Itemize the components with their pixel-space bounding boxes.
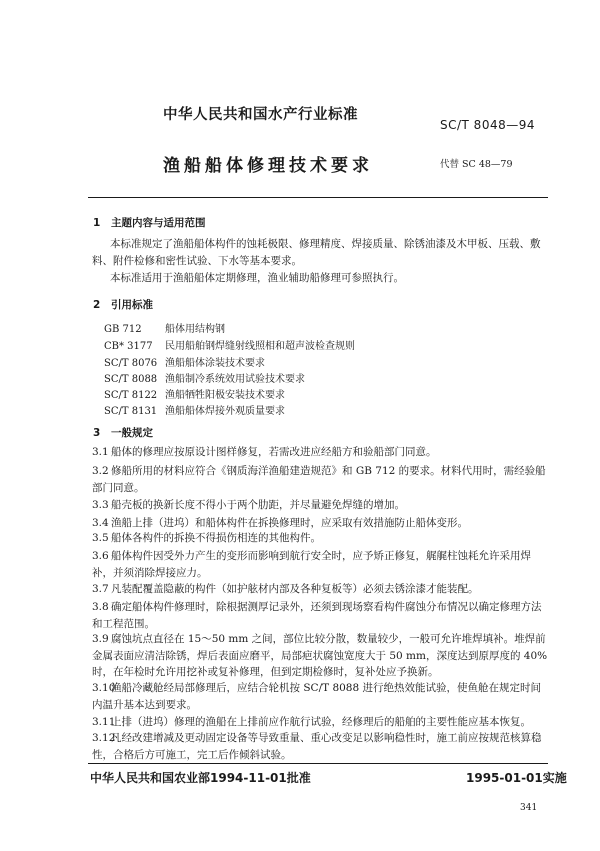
header-rule — [88, 197, 548, 198]
clause-number: 3.3 — [92, 499, 109, 511]
clause-number: 3.10 — [92, 682, 116, 694]
clause-number: 3.5 — [92, 532, 109, 544]
effective-statement: 1995-01-01实施 — [466, 771, 567, 785]
clause-text: 修船所用的材料应符合《钢质海洋渔船建造规范》和 GB 712 的要求。材料代用时，需经验船部门同意。 — [92, 465, 546, 494]
standard-code: SC/T 8048—94 — [440, 118, 535, 132]
reference-code: SC/T 8076 — [104, 358, 158, 369]
clause-number: 3.4 — [92, 517, 109, 529]
section-3-heading — [93, 425, 153, 440]
section-title: 主题内容与适用范围 — [111, 217, 206, 229]
reference-item — [104, 402, 285, 417]
clause — [92, 581, 550, 598]
clause-text: 船体的修理应按原设计图样修复，若需改进应经船方和验船部门同意。 — [111, 446, 437, 458]
standard-header: 中华人民共和国水产行业标准 — [163, 107, 358, 123]
clause — [92, 530, 550, 547]
clause — [92, 680, 550, 713]
reference-name: 渔船牺牲阳极安装技术要求 — [165, 390, 285, 401]
section-1-paragraph-1: 本标准规定了渔船船体构件的蚀耗极限、修理精度、焊接质量、除锈油漆及木甲板、压载、敷料、附件检修和密性试验、下水等基本要求。 — [92, 238, 541, 267]
section-number: 3 — [93, 427, 101, 439]
page-title: 渔船船体修理技术要求 — [163, 156, 373, 176]
section-number: 2 — [93, 299, 101, 311]
reference-item — [104, 386, 285, 401]
clause-number: 3.7 — [92, 583, 109, 595]
clause-text: 上排（进坞）修理的渔船在上排前应作航行试验，经修理后的船舶的主要性能应基本恢复。 — [111, 716, 531, 728]
clause-number: 3.11 — [92, 716, 116, 728]
clause-text: 船体各构件的拆换不得损伤相连的其他构件。 — [111, 532, 321, 544]
clause — [92, 463, 550, 496]
clause-number: 3.6 — [92, 550, 109, 562]
clause-text: 确定船体构件修理时，除根据测厚记录外，还须到现场察看构件腐蚀分布情况以确定修理方法和工程范围。 — [92, 601, 542, 630]
clause-number: 3.9 — [92, 633, 109, 645]
clause — [92, 714, 550, 731]
clause-text: 凡装配覆盖隐蔽的构件（如护舷材内部及各种复板等）必须去锈涂漆才能装配。 — [111, 583, 479, 595]
clause — [92, 444, 550, 461]
clause-text: 腐蚀坑点直径在 15～50 mm 之间，部位比较分散，数量较少，一般可允许堆焊填补。堆焊前金属表面应清洁除锈，焊后表面应磨平，局部疤状腐蚀宽度大于 50 mm，深度达到原厚度的 40%时，在年检时允许用挖补或复补修理，但到定期检修时，复补处应予换新。 — [92, 633, 548, 678]
clause — [92, 631, 550, 681]
reference-name: 渔船制冷系统效用试验技术要求 — [165, 374, 305, 385]
clause-number: 3.1 — [92, 446, 109, 458]
clause — [92, 599, 550, 632]
clause-text: 船体构件因受外力产生的变形而影响到航行安全时，应予矫正修复，艉艉柱蚀耗允许采用焊补，并须消除焊接应力。 — [92, 550, 531, 579]
reference-item — [104, 354, 265, 369]
clause-text: 凡经改建增减及更动固定设备等导致重量、重心改变足以影响稳性时，施工前应按规范核算稳性，合格后方可施工，完工后作倾斜试验。 — [92, 732, 542, 761]
reference-code: SC/T 8122 — [104, 390, 158, 401]
reference-item — [104, 337, 355, 352]
clause-text: 渔船上排（进坞）和船体构件在拆换修理时，应采取有效措施防止船体变形。 — [111, 517, 468, 529]
clause-text: 船壳板的换新长度不得小于两个肋距，并尽量避免焊缝的增加。 — [111, 499, 405, 511]
clause-number: 3.12 — [92, 732, 116, 744]
reference-item — [104, 370, 305, 385]
clause — [92, 548, 550, 581]
reference-name: 渔船船体焊接外观质量要求 — [165, 406, 285, 417]
footer-rule — [88, 763, 548, 764]
section-2-heading — [93, 297, 153, 312]
replaces-note: 代替 SC 48—79 — [440, 159, 513, 170]
clause-number: 3.2 — [92, 465, 109, 477]
reference-name: 渔船船体涂装技术要求 — [165, 358, 265, 369]
clause-number: 3.8 — [92, 601, 109, 613]
reference-item — [104, 320, 225, 335]
clause — [92, 730, 550, 763]
reference-code: GB 712 — [104, 324, 142, 335]
reference-name: 民用船舶钢焊缝射线照相和超声波检查规则 — [165, 341, 355, 352]
page-number: 341 — [520, 803, 538, 813]
reference-name: 船体用结构钢 — [165, 324, 225, 335]
clause — [92, 497, 550, 514]
section-1-heading — [93, 215, 206, 230]
section-title: 引用标准 — [111, 299, 153, 311]
reference-code: SC/T 8131 — [104, 406, 158, 417]
issue-statement: 中华人民共和国农业部1994-11-01批准 — [90, 771, 311, 785]
clause-text: 渔船冷藏舱经局部修理后，应结合轮机按 SC/T 8088 进行绝热效能试验，使鱼舱在规定时间内温升基本达到要求。 — [92, 682, 542, 711]
section-number: 1 — [93, 217, 101, 229]
section-1-paragraph-2: 本标准适用于渔船船体定期修理，渔业辅助船修理可参照执行。 — [110, 272, 404, 284]
reference-code: CB* 3177 — [104, 341, 153, 352]
reference-code: SC/T 8088 — [104, 374, 158, 385]
section-title: 一般规定 — [111, 427, 153, 439]
